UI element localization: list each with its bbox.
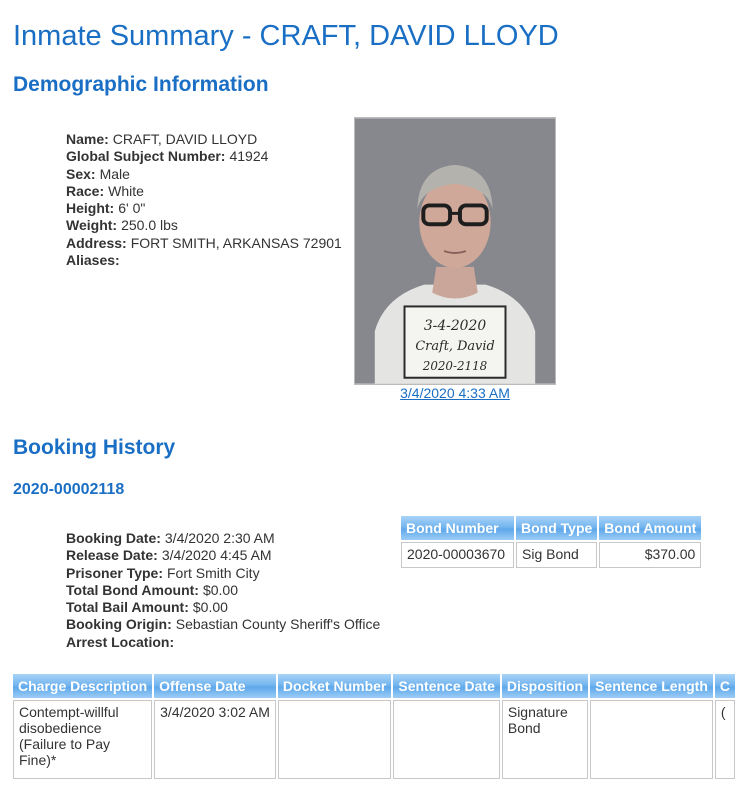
docket-number-cell: [278, 700, 391, 779]
bond-amount-cell: $370.00: [599, 542, 701, 568]
svg-text:3-4-2020: 3-4-2020: [423, 318, 487, 335]
field-release-date: Release Date: 3/4/2020 4:45 AM: [66, 547, 272, 564]
charge-description-header: Charge Description: [13, 674, 152, 698]
field-booking-origin: Booking Origin: Sebastian County Sheriff's Office: [66, 616, 381, 633]
truncated-column-header: C: [715, 674, 735, 698]
bond-table-header-row: [401, 516, 701, 540]
table-row: [13, 700, 735, 779]
bond-amount-header: Bond Amount: [599, 516, 701, 540]
field-arrest-location: Arrest Location:: [66, 633, 175, 650]
charge-table-header-row: [13, 674, 735, 698]
field-sex: Sex: Male: [66, 165, 130, 182]
field-booking-date: Booking Date: 3/4/2020 2:30 AM: [66, 530, 275, 546]
svg-text:2020-2118: 2020-2118: [422, 358, 488, 373]
booking-fields: [66, 530, 380, 651]
booking-history-heading: Booking History: [13, 436, 176, 459]
page-title: Inmate Summary - CRAFT, DAVID LLOYD: [13, 20, 559, 52]
docket-number-header: Docket Number: [278, 674, 391, 698]
field-height: Height: 6' 0": [66, 200, 146, 217]
sentence-date-cell: [393, 700, 499, 779]
bond-table: [399, 514, 703, 570]
mugshot-container: [354, 117, 556, 402]
photo-date-link[interactable]: 3/4/2020 4:33 AM: [400, 385, 510, 401]
field-total-bond-amount: Total Bond Amount: $0.00: [66, 581, 239, 598]
field-race: Race: White: [66, 182, 144, 199]
field-global-subject-number: Global Subject Number: 41924: [66, 148, 269, 165]
disposition-header: Disposition: [502, 674, 588, 698]
charge-table: [11, 672, 737, 781]
field-weight: Weight: 250.0 lbs: [66, 217, 178, 234]
demographic-fields: [66, 131, 342, 269]
sentence-length-header: Sentence Length: [590, 674, 713, 698]
bond-type-cell: Sig Bond: [516, 542, 597, 568]
offense-date-cell: 3/4/2020 3:02 AM: [154, 700, 276, 779]
sentence-date-header: Sentence Date: [393, 674, 499, 698]
table-row: [401, 542, 701, 568]
disposition-cell: Signature Bond: [502, 700, 588, 779]
bond-type-header: Bond Type: [516, 516, 597, 540]
field-total-bail-amount: Total Bail Amount: $0.00: [66, 599, 228, 616]
bond-number-cell: 2020-00003670: [401, 542, 514, 568]
field-prisoner-type: Prisoner Type: Fort Smith City: [66, 564, 260, 581]
svg-text:Craft, David: Craft, David: [415, 339, 495, 355]
field-name: Name: CRAFT, DAVID LLOYD: [66, 131, 258, 147]
offense-date-header: Offense Date: [154, 674, 276, 698]
mugshot-photo[interactable]: [354, 117, 556, 385]
booking-id-heading: 2020-00002118: [13, 481, 125, 498]
bond-number-header: Bond Number: [401, 516, 514, 540]
demographic-heading: Demographic Information: [13, 73, 269, 96]
photo-placard: [415, 318, 494, 373]
field-address: Address: FORT SMITH, ARKANSAS 72901: [66, 234, 342, 251]
field-aliases: Aliases:: [66, 252, 120, 269]
charge-description-cell: Contempt-willful disobedience (Failure to Pay Fine)*: [13, 700, 152, 779]
sentence-length-cell: [590, 700, 713, 779]
truncated-column-cell: (: [715, 700, 735, 779]
